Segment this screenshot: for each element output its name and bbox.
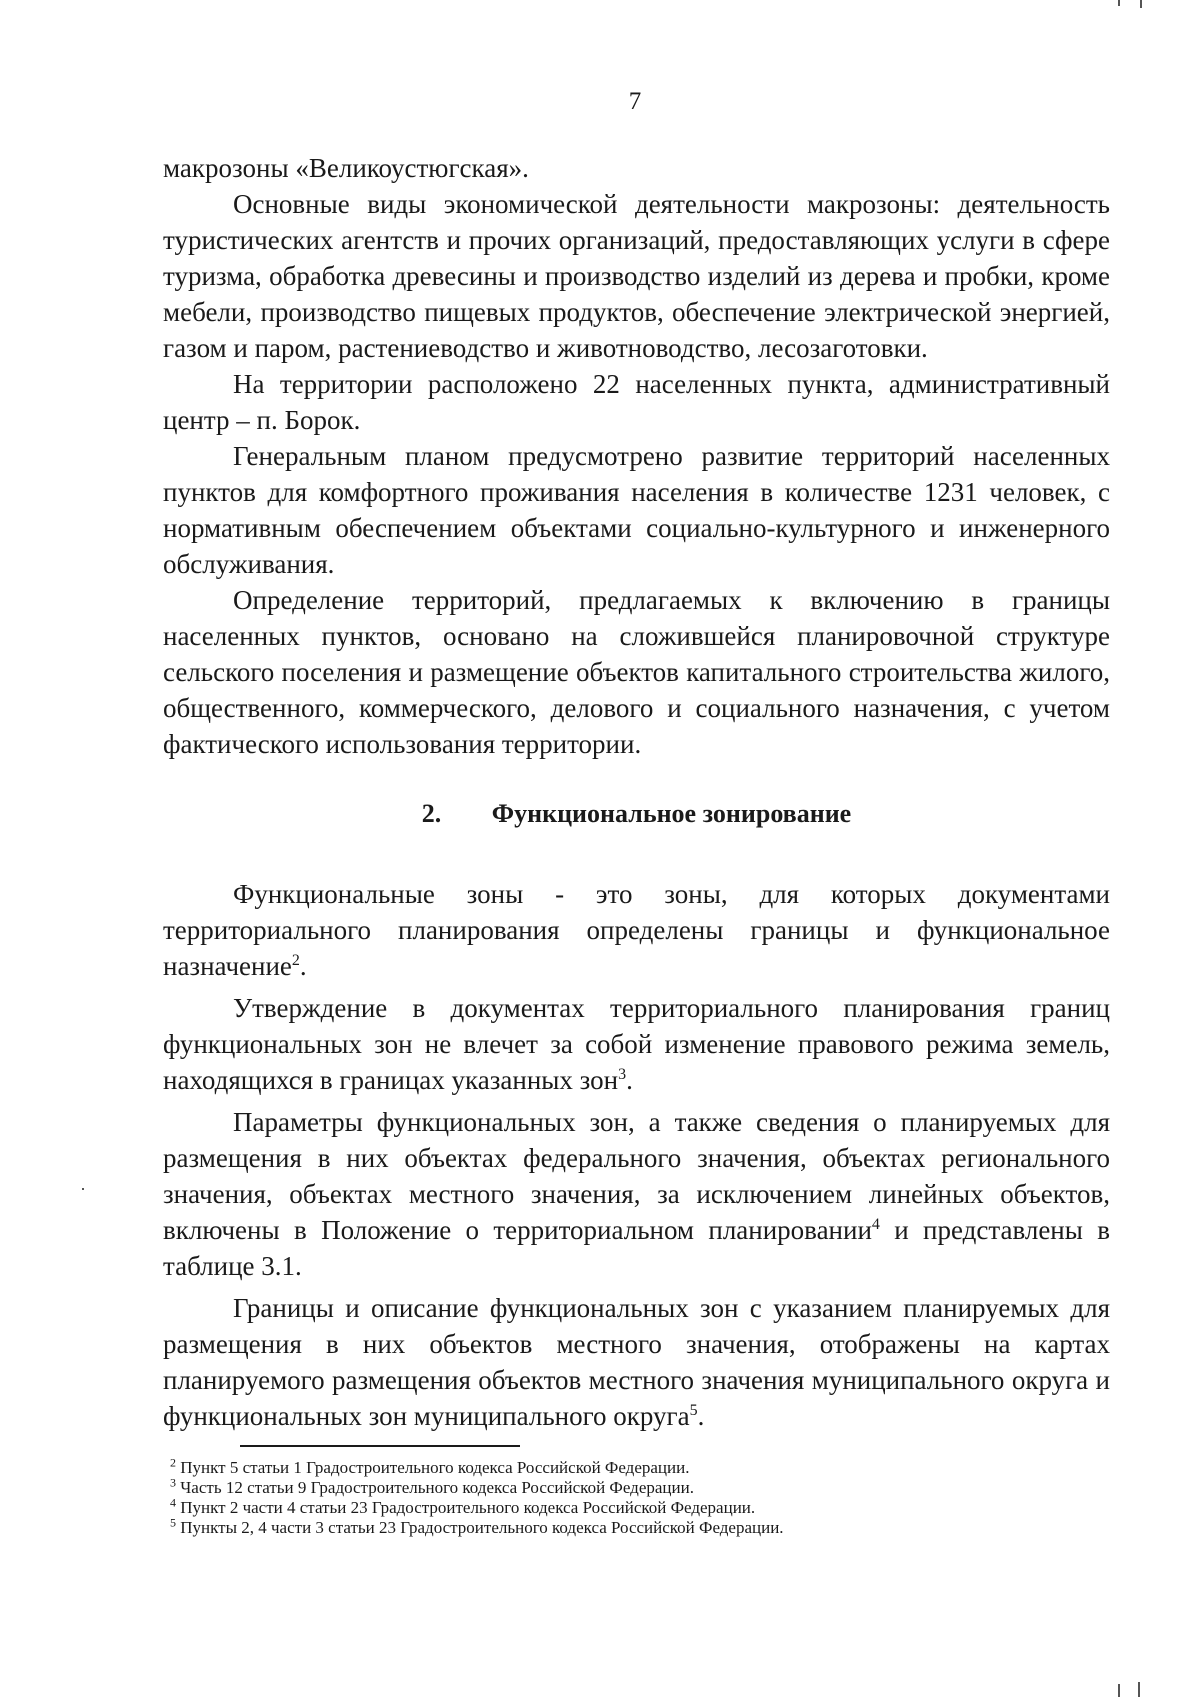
footnote-item: $^2$ Пункт 5 статьи 1 Градостроительного кодекса Российской Федерации. [170, 1455, 690, 1477]
footnote-item: $^4$ Пункт 2 части 4 статьи 23 Градостроительного кодекса Российской Федерации. [170, 1495, 756, 1517]
footnote-ref: 4 [871, 1216, 880, 1233]
page-number: 7 [628, 88, 642, 115]
section-number: 2. [421, 799, 442, 828]
paragraph-zone-approval: Утверждение в документах территориального планирования границ функциональных зон не влечет за собой изменение правового режима земель, находящихся в границах указанных зон$^3$. [163, 993, 1110, 1095]
paragraph-zone-boundaries: Границы и описание функциональных зон с указанием планируемых для размещения в них объектов местного значения, отображены на картах планируемого размещения объектов местного значения муниципального округа и функциональных зон муниципального округа$^5$. [163, 1293, 1110, 1431]
scan-mark-top-right [1118, 0, 1120, 6]
scan-mark-left [82, 1188, 84, 1190]
scan-mark-top-right-2 [1140, 0, 1142, 8]
paragraph-continuation: макрозоны «Великоустюгская». [163, 153, 529, 183]
paragraph-settlements: На территории расположено 22 населенных пункта, административный центр – п. Борок. [163, 369, 1110, 435]
document-body [163, 150, 1110, 1434]
section-heading [163, 796, 1110, 832]
footnote-ref: 2 [291, 952, 300, 969]
paragraph-zone-parameters: Параметры функциональных зон, а также сведения о планируемых для размещения в них объектах федерального значения, объектах регионального значения, объектах местного значения, за исключением линейных объектов, включены в Положение о территориальном планировании$^4$ и представлены в таблице 3.1. [163, 1107, 1110, 1281]
footnotes [170, 1455, 1070, 1538]
section-title: Функциональное зонирование [491, 799, 852, 828]
footnote-item: $^3$ Часть 12 статьи 9 Градостроительного кодекса Российской Федерации. [170, 1475, 694, 1497]
scan-mark-bottom-right [1118, 1684, 1120, 1697]
paragraph-general-plan: Генеральным планом предусмотрено развитие территорий населенных пунктов для комфортного проживания населения в количестве 1231 человек, с нормативным обеспечением объектами социально-культурного и инженерного обслуживания. [163, 441, 1110, 579]
footnote-ref: 3 [618, 1066, 627, 1083]
footnote-item: $^5$ Пункты 2, 4 части 3 статьи 23 Градостроительного кодекса Российской Федерации. [170, 1515, 784, 1537]
paragraph-economic-activities: Основные виды экономической деятельности макрозоны: деятельность туристических агентств и прочих организаций, предоставляющих услуги в сфере туризма, обработка древесины и производство изделий из дерева и пробки, кроме мебели, производство пищевых продуктов, обеспечение электрической энергией, газом и паром, растениеводство и животноводство, лесозаготовки. [163, 189, 1110, 363]
footnote-separator [240, 1445, 520, 1447]
paragraph-functional-zones: Функциональные зоны - это зоны, для которых документами территориального планирования определены границы и функциональное назначение$^2$. [163, 879, 1110, 981]
scan-mark-bottom-right-2 [1138, 1682, 1140, 1697]
footnote-ref: 5 [689, 1402, 698, 1419]
paragraph-territory-definition: Определение территорий, предлагаемых к включению в границы населенных пунктов, основано на сложившейся планировочной структуре сельского поселения и размещение объектов капитального строительства жилого, общественного, коммерческого, делового и социального назначения, с учетом фактического использования территории. [163, 585, 1110, 759]
